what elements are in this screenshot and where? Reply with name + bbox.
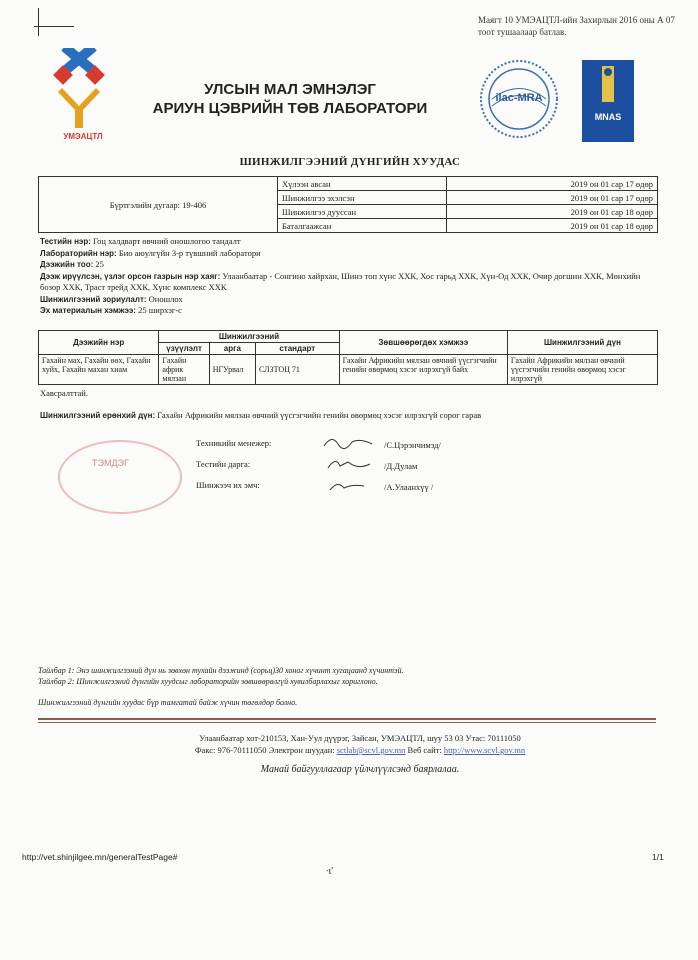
results-table [38,330,658,385]
date-value: 2019 он 01 сар 17 өдөр [447,177,658,191]
date-value: 2019 он 01 сар 18 өдөр [447,205,658,219]
mnas-label: MNAS [594,112,622,122]
page-number: 1/1 [652,852,664,862]
crop-mark [38,8,39,36]
field-address: Дээж ирүүлсэн, үзлэг орсон газрын нэр хаяг: Улаанбаатар - Сонгино хайрхан, Шинэ топ хүнс ХХК, Хос гарьд ХХК, Хүн-Од ХХК, Очир догшин ХХК, Мөнхийн бозор ХХК, Траст трейд ХХК, Хүнс комплекс ХХК [40,270,641,292]
date-value: 2019 он 01 сар 18 өдөр [447,219,658,233]
header-method: арга [209,343,255,355]
field-test-name: Тестийн нэр: Гоц халдварт өвчний оношлогоо тандалт [40,236,241,246]
attachment-note: Хавсралттай. [40,388,88,398]
validity-notice: Шинжилгээний дүнгийн хуудас бүр тамгатай байж хүчин төгөлдөр болно. [38,698,298,707]
field-lab-name: Лабораторийн нэр: Био аюулгүйн 3-р түвшний лаборатори [40,247,261,258]
mnas-emblem [582,60,634,142]
document-title: ШИНЖИЛГЭЭНИЙ ДҮНГИЙН ХУУДАС [239,156,461,168]
contact-line: Факс: 976-70111050 Электрон шуудан: sctlab@scvl.gov.mn Веб сайт: http://www.scvl.gov.mn [194,745,526,755]
date-label: Шинжилгээ дууссан [278,205,447,219]
cell-indicator: Гахайн африк мялзан [159,355,209,385]
divider [38,722,656,723]
organization-name [130,80,450,118]
official-stamp [58,440,182,514]
signature-name: /А.Улаанхүү / [384,482,434,492]
cell-sample: Гахайн мах, Гахайн өөх, Гахайн хуйх, Гахайн махан хиам [39,355,159,385]
cell-result: Гахайн Африкийн мялзан өвчний үүсгэгчийн генийн өвөрмөц хэсэг илрэхгүй [507,355,657,385]
contact-address [120,732,600,756]
footnote-1: Тайлбар 1: Энэ шинжилгээний дүн нь зөвхөн тухайн дээжинд (сорьц)30 хоног хүчинт хугацаанд хүчинтэй. [38,666,404,675]
cell-method: НГУрвал [209,355,255,385]
header-standard: стандарт [256,343,340,355]
crop-mark [34,26,74,27]
date-value: 2019 он 01 сар 17 өдөр [447,191,658,205]
website-link[interactable]: http://www.scvl.gov.mn [443,745,526,755]
header-test: Шинжилгээний [159,331,339,343]
date-label: Баталгаажсан [278,219,447,233]
signature-role: Шинжээч их эмч: [196,480,260,490]
signature-name: /С.Цэрэнчимэд/ [384,440,441,450]
header-sample: Дээжийн нэр [39,331,159,355]
signature-role: Техникийн менежер: [196,438,272,448]
registration-table [38,176,658,233]
date-label: Шинжилгээ эхэлсэн [278,191,447,205]
footnote-2: Тайлбар 2: Шинжилгээний дүнгийн хуудсыг лабораторийн зөвшөөрөлгүй хувилбарлахыг хориглоно. [38,677,378,686]
organization-logo [46,48,116,148]
sample-info [40,236,660,317]
table-row [39,355,658,385]
ilac-label: ilac-MRA [495,92,543,104]
scan-mark: ∙ɩ' [326,866,333,877]
signature-role: Тестийн дарга: [196,459,251,469]
table-row [39,177,658,191]
cell-allowed: Гахайн Африкийн мялзан өвчний үүсгэгчийн генийн өвөрмөц хэсэг илрэхгүй байх [339,355,507,385]
stamp-label: ТЭМДЭГ [92,458,129,468]
address-line: Улаанбаатар хот-210153, Хан-Уул дүүрэг, Зайсан, УМЭАЦТЛ, шуу 53 03 Утас: 70111050 [199,733,521,743]
general-conclusion: Шинжилгээний ерөнхий дүн: Гахайн Африкийн мялзан өвчний үүсгэгчийн генийн өвөрмөц хэсэг илрэхгүй сорог гарав [40,410,482,420]
date-label: Хүлээн авсан [278,177,447,191]
field-material-amount: Эх материалын хэмжээ: 25 ширхэг-с [40,305,182,315]
header-indicator: үзүүлэлт [159,343,209,355]
signature-name: /Д.Дулам [384,461,418,471]
form-note: Маягт 10 УМЭАЦТЛ-ийн Захирлын 2016 оны А 07 тоот тушаалаар батлав. [478,15,675,37]
handwritten-signatures [318,432,382,502]
field-sample-count: Дээжийн тоо: 25 [40,259,104,269]
header-allowed: Зөвшөөрөгдөх хэмжээ [339,331,507,355]
print-url: http://vet.shinjilgee.mn/generalTestPage# [22,852,178,862]
cell-standard: СЛЗТОЦ 71 [256,355,340,385]
organization-line-2: АРИУН ЦЭВРИЙН ТӨВ ЛАБОРАТОРИ [152,100,428,117]
table-header-row [39,331,658,343]
footnotes [38,665,678,687]
organization-line-1: УЛСЫН МАЛ ЭМНЭЛЭГ [204,81,376,98]
registration-number: Бүртгэлийн дугаар: 19-406 [39,177,278,233]
divider [38,718,656,720]
header-result: Шинжилгээний дүн [507,331,657,355]
field-purpose: Шинжилгээний зориулалт: Оношлох [40,293,183,304]
ilac-mra-emblem [478,58,560,140]
thank-you-message: Манай байгууллагаар үйлчлүүлсэнд баярлалаа. [260,764,460,775]
logo-text: УМЭАЦТЛ [63,132,103,141]
email-link[interactable]: sctlab@scvl.gov.mn [336,745,406,755]
